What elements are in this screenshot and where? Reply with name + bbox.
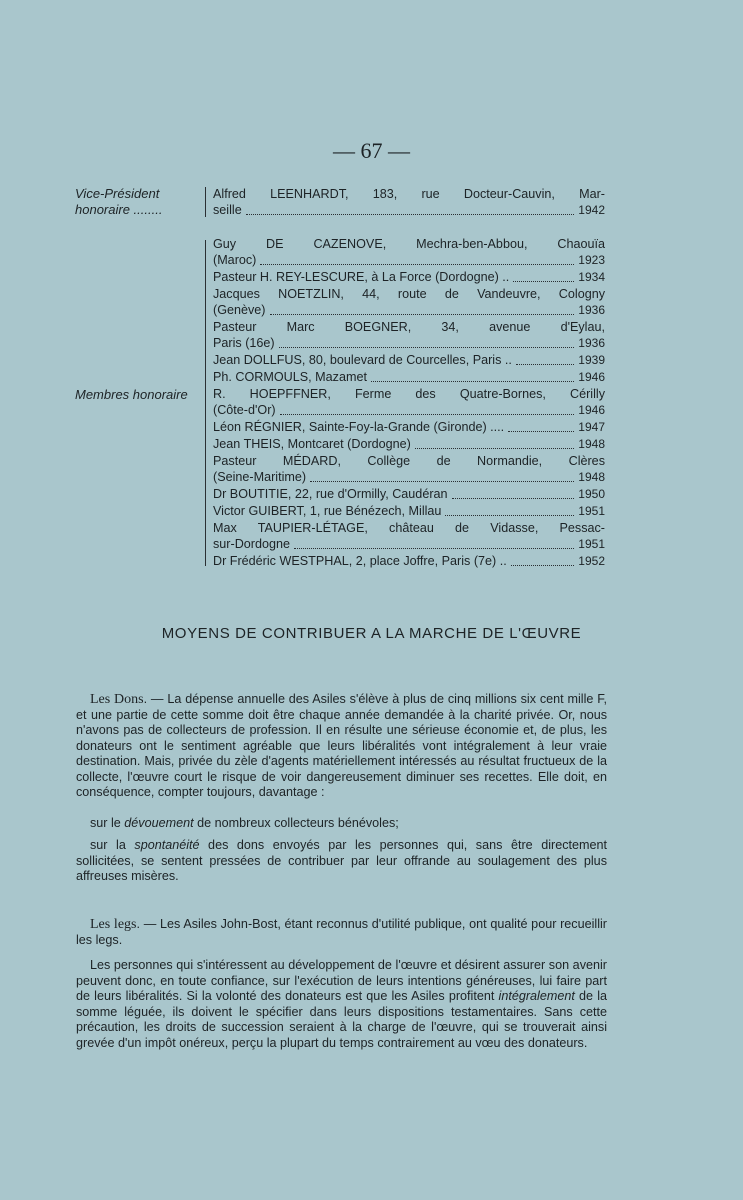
- member-year: 1946: [578, 370, 605, 384]
- member-year: 1950: [578, 487, 605, 501]
- member-entry: [213, 286, 605, 318]
- member-year: 1952: [578, 554, 605, 568]
- entry-year: 1942: [578, 203, 605, 217]
- members-label: Membres honoraire: [75, 387, 188, 402]
- member-name-line: Victor GUIBERT, 1, rue Bénézech, Millau: [213, 504, 442, 518]
- dons-paragraph: [76, 692, 607, 801]
- legs-details: Les personnes qui s'intéressent au développement de l'œuvre et désirent assurer son avenir peuvent donc, en toute confiance, sur l'exécution de leurs intentions généreuses, lui faire part de leurs libéralités. Si la volonté des donateurs est que les Asiles profitent intégralement de la somme léguée, ils doivent le spécifier dans leurs dispositions testamentaires. Sans cette précaution, les droits de succession seraient à la charge de l'œuvre, qui se trouverait ainsi grevée d'un impôt onéreux, perçu la plupart du temps contrairement au vœu des donateurs.: [76, 958, 608, 1050]
- legs-paragraph: [76, 917, 607, 948]
- member-year: 1936: [578, 336, 605, 350]
- member-address-line: (Maroc): [213, 253, 257, 267]
- member-year: 1947: [578, 420, 605, 434]
- member-year: 1951: [578, 537, 605, 551]
- member-address-line: sur-Dordogne: [213, 537, 291, 551]
- member-entry: [213, 319, 605, 351]
- member-entry: [213, 486, 605, 502]
- member-entry: [213, 503, 605, 519]
- member-name-line: Guy DE CAZENOVE, Mechra-ben-Abbou, Chaouïa: [213, 237, 605, 251]
- member-address-line: (Genève): [213, 303, 266, 317]
- members-list: [213, 236, 605, 570]
- member-name-line: Max TAUPIER-LÉTAGE, château de Vidasse, Pessac-: [213, 521, 605, 535]
- member-name-line: Pasteur Marc BOEGNER, 34, avenue d'Eylau,: [213, 320, 605, 334]
- member-name-line: Jean THEIS, Montcaret (Dordogne): [213, 437, 411, 451]
- member-year: 1936: [578, 303, 605, 317]
- dons-spontaneite: sur la spontanéité des dons envoyés par les personnes qui, sans être directement sollicitées, se sentent pressées de contribuer par leur offrande au soulagement des plus affreuses misères.: [76, 838, 607, 883]
- entry-line: Alfred LEENHARDT, 183, rue Docteur-Cauvin, Mar-: [213, 187, 605, 201]
- legs-text: . — Les Asiles John-Bost, étant reconnus d'utilité publique, ont qualité pour recueillir les legs.: [76, 917, 607, 947]
- member-year: 1946: [578, 403, 605, 417]
- dons-title: Les Dons: [90, 692, 144, 707]
- member-entry: [213, 269, 605, 285]
- vice-president-label-line1: Vice-Président: [75, 186, 160, 201]
- vice-president-bracket: [205, 187, 206, 217]
- member-name-line: Dr BOUTITIE, 22, rue d'Ormilly, Caudéran: [213, 487, 448, 501]
- member-entry: [213, 386, 605, 418]
- members-bracket: [205, 240, 206, 566]
- member-name-line: Ph. CORMOULS, Mazamet: [213, 370, 367, 384]
- member-address-line: Paris (16e): [213, 336, 275, 350]
- dons-text: . — La dépense annuelle des Asiles s'élève à plus de cinq millions six cent mille F, et une partie de cette somme doit être chaque année demandée à la charité privée. Or, nous n'avons pas de collecteurs de profession. Il en résulte une sérieuse économie et, de plus, les donateurs ont le sentiment agréable que leurs libéralités vont intégralement à leur vraie destination. Mais, privée du zèle d'agents matériellement intéressés au résultat fructueux de la collecte, l'œuvre court le risque de voir dangereusement diminuer ses recettes. Elle doit, en conséquence, compter toujours, davantage :: [76, 692, 607, 799]
- member-entry: [213, 453, 605, 485]
- legs-title: Les legs: [90, 917, 137, 932]
- dons-devouement: sur le dévouement de nombreux collecteurs bénévoles;: [90, 816, 399, 830]
- vice-president-label-line2: honoraire ........: [75, 202, 163, 217]
- member-name-line: Léon RÉGNIER, Sainte-Foy-la-Grande (Gironde) ....: [213, 420, 505, 434]
- member-name-line: R. HOEPFFNER, Ferme des Quatre-Bornes, Cérilly: [213, 387, 605, 401]
- member-entry: [213, 369, 605, 385]
- member-name-line: Jacques NOETZLIN, 44, route de Vandeuvre, Cologny: [213, 287, 605, 301]
- member-name-line: Pasteur MÉDARD, Collège de Normandie, Clères: [213, 454, 605, 468]
- vice-president-entry: [213, 186, 605, 218]
- entry-line: seille: [213, 203, 242, 217]
- member-entry: [213, 236, 605, 268]
- member-year: 1948: [578, 437, 605, 451]
- member-entry: [213, 352, 605, 368]
- member-address-line: (Seine-Maritime): [213, 470, 307, 484]
- vice-president-label: [75, 186, 200, 218]
- section-heading: MOYENS DE CONTRIBUER A LA MARCHE DE L'ŒUVRE: [161, 625, 582, 642]
- member-year: 1939: [578, 353, 605, 367]
- member-name-line: Dr Frédéric WESTPHAL, 2, place Joffre, Paris (7e) ..: [213, 554, 507, 568]
- member-entry: [213, 553, 605, 569]
- member-year: 1934: [578, 270, 605, 284]
- member-entry: [213, 436, 605, 452]
- member-year: 1951: [578, 504, 605, 518]
- member-entry: [213, 520, 605, 552]
- member-name-line: Jean DOLLFUS, 80, boulevard de Courcelles, Paris ..: [213, 353, 512, 367]
- member-year: 1923: [578, 253, 605, 267]
- member-entry: [213, 419, 605, 435]
- member-address-line: (Côte-d'Or): [213, 403, 276, 417]
- member-name-line: Pasteur H. REY-LESCURE, à La Force (Dordogne) ..: [213, 270, 510, 284]
- member-year: 1948: [578, 470, 605, 484]
- page-number: — 67 —: [333, 138, 410, 163]
